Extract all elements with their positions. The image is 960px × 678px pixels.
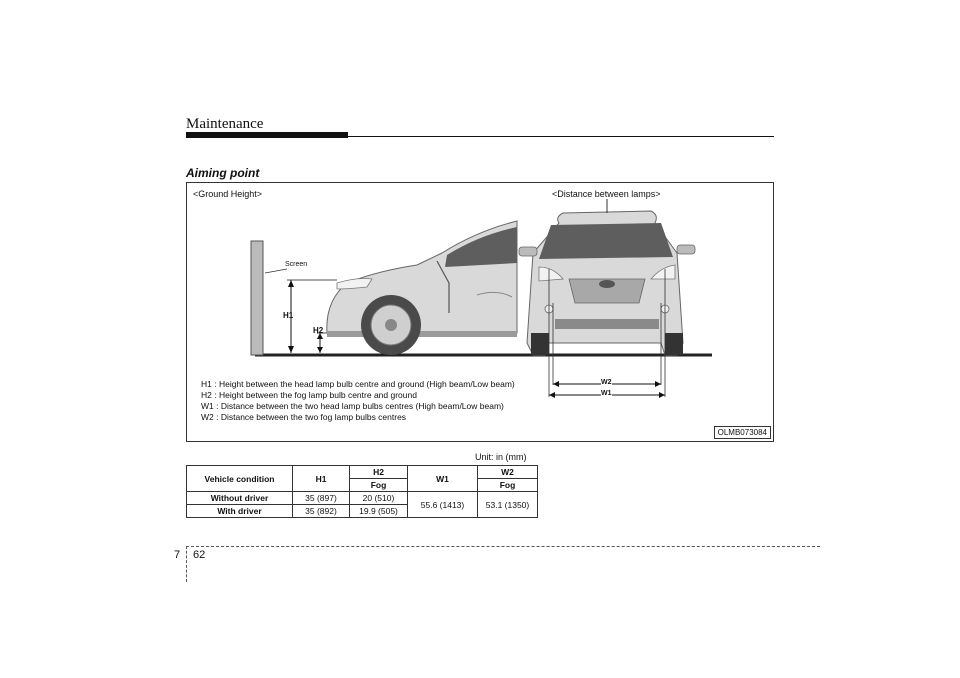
h1-label: H1 (283, 311, 294, 320)
row-h1: 35 (897) (293, 492, 350, 505)
w1-value: 55.6 (1413) (408, 492, 478, 518)
screen-wall (251, 241, 263, 355)
w2-value: 53.1 (1350) (478, 492, 538, 518)
row-condition: Without driver (187, 492, 293, 505)
header-h2: H2 (350, 466, 408, 479)
w2-label: W2 (601, 379, 612, 386)
distance-between-lamps-caption: <Distance between lamps> (552, 189, 661, 199)
footer-divider (186, 546, 187, 582)
screen-label: Screen (285, 261, 308, 268)
header-vehicle-condition: Vehicle condition (187, 466, 293, 492)
header-title: Maintenance (186, 116, 264, 132)
row-h2: 20 (510) (350, 492, 408, 505)
row-condition: With driver (187, 505, 293, 518)
row-h1: 35 (892) (293, 505, 350, 518)
header-h1: H1 (293, 466, 350, 492)
row-h2: 19.9 (505) (350, 505, 408, 518)
header-w2-fog: Fog (478, 479, 538, 492)
header-w2: W2 (478, 466, 538, 479)
page-number: 62 (193, 549, 206, 561)
chapter-number: 7 (174, 549, 181, 561)
header-rule (186, 136, 774, 137)
header-bar (186, 132, 348, 138)
section-heading: Aiming point (186, 166, 260, 180)
table-row (187, 492, 538, 505)
car-front-view (519, 211, 695, 355)
legend-h2: H2 : Height between the fog lamp bulb centre and ground (201, 390, 417, 400)
car-side-view (327, 221, 517, 355)
aiming-spec-table (186, 465, 538, 518)
legend-h1: H1 : Height between the head lamp bulb centre and ground (High beam/Low beam) (201, 379, 515, 389)
header-w1: W1 (408, 466, 478, 492)
footer-rule (186, 546, 820, 547)
aiming-figure (186, 182, 774, 442)
header-h2-fog: Fog (350, 479, 408, 492)
legend-w2: W2 : Distance between the two fog lamp bulbs centres (201, 412, 407, 422)
unit-note: Unit: in (mm) (475, 452, 527, 462)
w1-label: W1 (601, 390, 612, 397)
table-header-row (187, 466, 538, 479)
h2-label: H2 (313, 326, 324, 335)
figure-legend (201, 379, 515, 423)
legend-w1: W1 : Distance between the two head lamp bulbs centres (High beam/Low beam) (201, 401, 504, 411)
figure-code: OLMB073084 (714, 426, 771, 439)
ground-height-caption: <Ground Height> (193, 189, 263, 199)
